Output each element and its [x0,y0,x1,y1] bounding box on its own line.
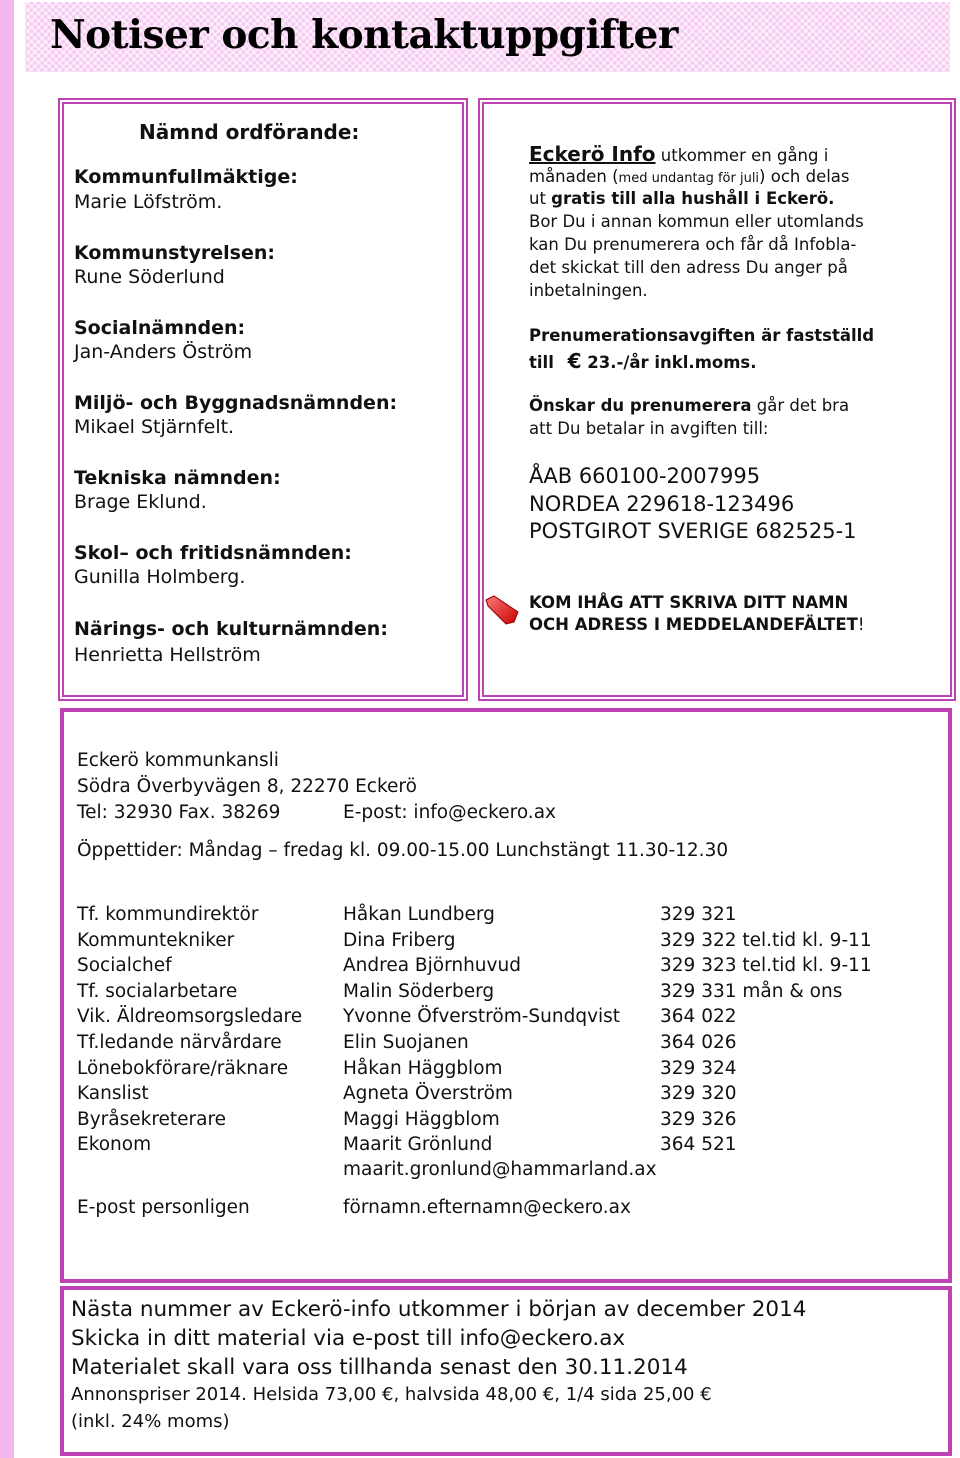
page-title: Notiser och kontaktuppgifter [50,12,678,58]
line-text: till [529,353,554,372]
bank-account: POSTGIROT SVERIGE 682525-1 [529,519,857,543]
role-label: Kommunfullmäktige: [74,166,298,188]
subscription-line [529,167,850,186]
opening-hours [77,840,728,861]
reminder-line [529,615,865,634]
role-label: Närings- och kulturnämnden: [74,618,388,640]
ad-prices-vat: (inkl. 24% moms) [71,1411,230,1432]
staff-name: Maggi Häggblom [343,1109,500,1130]
staff-name: Håkan Häggblom [343,1058,503,1079]
subscription-line [529,189,834,208]
staff-title: Socialchef [77,955,172,976]
line-text-bold: OCH ADRESS I MEDDELANDEFÄLTET [529,615,858,634]
chair-name: Rune Söderlund [74,266,225,288]
role-label: Kommunstyrelsen: [74,242,275,264]
lunch-hours: Lunchstängt 11.30-12.30 [489,840,729,861]
chair-name: Henrietta Hellström [74,644,261,666]
staff-title: Vik. Äldreomsorgsledare [77,1006,303,1027]
next-issue-line: Nästa nummer av Eckerö-info utkommer i början av december 2014 [71,1297,807,1322]
staff-name: Håkan Lundberg [343,904,495,925]
next-issue-line: Skicka in ditt material via e-post till info@eckero.ax [71,1326,626,1351]
chair-name: Jan-Anders Öström [74,341,253,363]
staff-name: Malin Söderberg [343,981,495,1002]
deadline-date: senast den 30.11.2014 [439,1355,688,1380]
chair-name: Brage Eklund. [74,491,207,513]
board-chairs-heading: Nämnd ordförande: [139,120,360,144]
staff-name: Maarit Grönlund [343,1134,493,1155]
office-phone: Tel: 32930 Fax. 38269 [77,802,281,823]
line-text: Öppettider: Måndag – fredag kl. 09.00-15.00 [77,840,490,861]
next-issue-line [71,1355,688,1380]
line-text: går det bra [751,396,850,415]
office-address: Södra Överbyvägen 8, 22270 Eckerö [77,776,417,797]
staff-title: Kommuntekniker [77,930,235,951]
role-label: Miljö- och Byggnadsnämnden: [74,392,398,414]
staff-title: Tf.ledande närvårdare [77,1032,282,1053]
payment-line: att Du betalar in avgiften till: [529,419,769,438]
staff-phone: 364 521 [660,1134,737,1155]
personal-email-label: E-post personligen [77,1197,250,1218]
staff-title: Byråsekreterare [77,1109,227,1130]
fee-line [529,349,757,373]
intro-text: utkommer en gång i [660,146,829,165]
staff-phone: 329 324 [660,1058,737,1079]
staff-phone: 364 022 [660,1006,737,1027]
staff-phone: 329 321 [660,904,737,925]
staff-name: Andrea Björnhuvud [343,955,521,976]
line-text: ut [529,189,552,208]
office-name: Eckerö kommunkansli [77,750,279,771]
line-text: Materialet skall vara oss tillhanda [71,1355,440,1380]
staff-name: Agneta Överström [343,1083,513,1104]
staff-phone: 329 331 mån & ons [660,981,843,1002]
staff-title: Tf. socialarbetare [77,981,238,1002]
role-label: Skol– och fritidsnämnden: [74,542,352,564]
personal-email-format: förnamn.efternamn@eckero.ax [343,1197,631,1218]
reminder-line: KOM IHÅG ATT SKRIVA DITT NAMN [529,593,849,612]
subscription-line: kan Du prenumerera och får då Infobla- [529,235,857,254]
line-text: månaden ( [529,167,619,186]
chair-name: Marie Löfström. [74,191,223,213]
line-text-small: med undantag för juli [618,171,760,186]
staff-phone: 329 323 tel.tid kl. 9-11 [660,955,872,976]
staff-title: Kanslist [77,1083,149,1104]
staff-name: Yvonne Öfverström-Sundqvist [343,1006,621,1027]
line-text: 23.-/år inkl.moms. [587,353,757,372]
subscription-line: Bor Du i annan kommun eller utomlands [529,212,864,231]
staff-name: Elin Suojanen [343,1032,469,1053]
line-text: ! [857,615,865,634]
subscription-intro-line [529,142,828,166]
staff-title: Tf. kommundirektör [77,904,259,925]
subscription-line: inbetalningen. [529,281,648,300]
fee-line: Prenumerationsavgiften är fastställd [529,326,875,345]
office-email: E-post: info@eckero.ax [343,802,556,823]
subscription-line: det skickat till den adress Du anger på [529,258,848,277]
role-label: Tekniska nämnden: [74,467,281,489]
staff-phone: 364 026 [660,1032,737,1053]
chair-name: Gunilla Holmberg. [74,566,246,588]
brand-name: Eckerö Info [529,142,656,166]
side-color-bar [0,0,14,1458]
staff-phone: 329 322 tel.tid kl. 9-11 [660,930,872,951]
bank-account: NORDEA 229618-123496 [529,492,795,516]
line-text-bold: gratis till alla hushåll i Eckerö. [551,189,835,208]
role-label: Socialnämnden: [74,317,246,339]
staff-title: Ekonom [77,1134,152,1155]
chair-name: Mikael Stjärnfelt. [74,416,235,438]
staff-title: Lönebokförare/räknare [77,1058,289,1079]
staff-name: Dina Friberg [343,930,456,951]
line-text-bold: Önskar du prenumerera [529,396,752,415]
ekonom-email: maarit.gronlund@hammarland.ax [343,1159,657,1180]
staff-phone: 329 320 [660,1083,737,1104]
staff-phone: 329 326 [660,1109,737,1130]
ad-prices: Annonspriser 2014. Helsida 73,00 €, halvsida 48,00 €, 1/4 sida 25,00 € [71,1384,712,1405]
line-text: ) och delas [759,167,850,186]
payment-line [529,396,849,415]
arrow-right-icon [484,594,524,630]
bank-account: ÅAB 660100-2007995 [529,464,761,488]
euro-icon: € [567,349,582,373]
